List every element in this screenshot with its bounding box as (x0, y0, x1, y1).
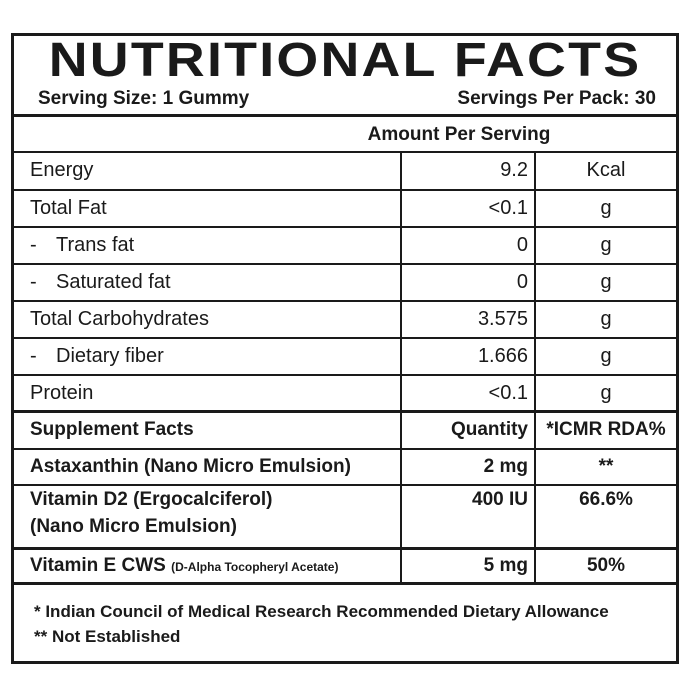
nutrient-subitem (30, 228, 134, 262)
supplement-quantity: 2 mg (483, 456, 528, 477)
nutrient-name: Total Carbohydrates (30, 308, 209, 330)
nutrient-value: 0 (516, 271, 528, 293)
supplement-name (30, 549, 338, 584)
nutrient-unit: g (600, 271, 612, 293)
nutrient-unit: g (600, 308, 612, 330)
nutrient-name: Total Fat (30, 197, 107, 219)
nutrient-unit: g (600, 345, 612, 367)
panel-title: NUTRITIONAL FACTS (48, 34, 642, 87)
nutrient-value: 9.2 (500, 159, 528, 181)
supplement-name-line2: (Nano Micro Emulsion) (30, 516, 237, 537)
supplement-quantity: 400 IU (472, 489, 528, 510)
supplement-rda: 50% (586, 555, 626, 576)
nutrient-value: 1.666 (477, 345, 528, 367)
nutrient-value: 0 (516, 234, 528, 256)
section-divider (14, 582, 676, 585)
footnote-icmr: * Indian Council of Medical Research Recommended Dietary Allowance (34, 602, 609, 621)
nutrient-subitem (30, 339, 164, 373)
subitem-dash: - (30, 345, 37, 367)
footnote-not-established: ** Not Established (34, 627, 181, 646)
quantity-header: Quantity (450, 419, 528, 440)
supplement-rda: ** (598, 456, 614, 477)
supplement-name: Astaxanthin (Nano Micro Emulsion) (30, 456, 351, 477)
nutrient-unit: Kcal (586, 159, 626, 181)
supplement-name-main: Vitamin E CWS (30, 555, 166, 576)
nutrient-name: Protein (30, 382, 94, 404)
subitem-dash: - (30, 234, 37, 256)
supplement-facts-header: Supplement Facts (30, 419, 194, 440)
nutrient-name: Trans fat (56, 234, 135, 256)
nutrient-value: <0.1 (488, 197, 528, 219)
nutrient-name: Energy (30, 159, 94, 181)
rda-header: *ICMR RDA% (546, 419, 666, 440)
servings-per-pack: Servings Per Pack: 30 (457, 88, 656, 109)
divider (14, 114, 676, 117)
amount-per-serving-header: Amount Per Serving (367, 124, 551, 145)
nutrient-value: <0.1 (488, 382, 528, 404)
nutrient-value: 3.575 (477, 308, 528, 330)
supplement-name-detail: (D-Alpha Tocopheryl Acetate) (171, 560, 339, 574)
subitem-dash: - (30, 271, 37, 293)
nutrient-unit: g (600, 197, 612, 219)
nutrient-unit: g (600, 234, 612, 256)
nutrition-facts-panel (11, 33, 679, 664)
supplement-name: Vitamin D2 (Ergocalciferol) (30, 489, 273, 510)
nutrient-name: Dietary fiber (56, 345, 164, 367)
supplement-rda: 66.6% (579, 489, 633, 510)
supplement-quantity: 5 mg (483, 555, 528, 576)
nutrient-subitem (30, 265, 171, 299)
nutrient-unit: g (600, 382, 612, 404)
serving-size: Serving Size: 1 Gummy (38, 88, 250, 109)
nutrient-name: Saturated fat (56, 271, 171, 293)
